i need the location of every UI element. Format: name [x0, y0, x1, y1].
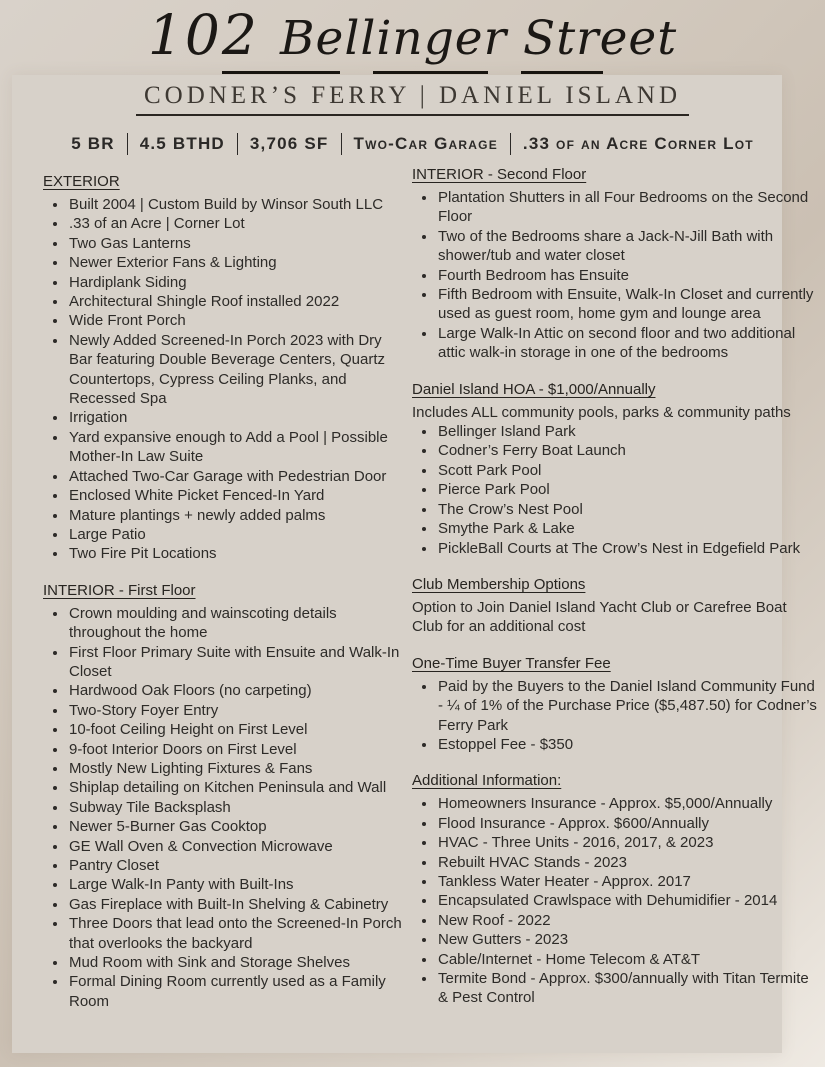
section-intro: Option to Join Daniel Island Yacht Club or Carefree Boat Club for an additional cost	[412, 598, 787, 636]
feature-item: • Architectural Shingle Roof installed 2022	[68, 292, 407, 311]
stat-item: 5 BR	[71, 134, 115, 153]
section-heading: EXTERIOR	[43, 173, 120, 190]
feature-item: • Newer Exterior Fans & Lighting	[68, 253, 407, 272]
feature-item: • Irrigation	[68, 408, 407, 427]
feature-item: • Shiplap detailing on Kitchen Peninsula and Wall	[68, 778, 407, 797]
feature-list	[412, 422, 820, 558]
feature-item: • Paid by the Buyers to the Daniel Island Community Fund - ¼ of 1% of the Purchase Price ($5,487.50) for Codner’s Ferry Park	[437, 677, 820, 735]
feature-list	[412, 677, 820, 755]
section	[412, 575, 820, 637]
feature-item: • Large Walk-In Attic on second floor and two additional attic walk-in storage in one of the bedrooms	[437, 324, 820, 363]
address-street: Bellinger Street	[279, 11, 678, 66]
feature-item: • GE Wall Oven & Convection Microwave	[68, 837, 407, 856]
address-title	[0, 2, 825, 82]
feature-item: • Hardwood Oak Floors (no carpeting)	[68, 681, 407, 700]
feature-item: • Two-Story Foyer Entry	[68, 701, 407, 720]
feature-item: • Estoppel Fee - $350	[437, 735, 820, 754]
feature-item: • Mature plantings + newly added palms	[68, 506, 407, 525]
section	[412, 380, 820, 558]
section-heading: INTERIOR - Second Floor	[412, 166, 587, 183]
feature-item: • New Gutters - 2023	[437, 930, 820, 949]
feature-item: • Rebuilt HVAC Stands - 2023	[437, 853, 820, 872]
feature-item: • Two of the Bedrooms share a Jack-N-Jill Bath with shower/tub and water closet	[437, 227, 820, 266]
flyer-header	[0, 2, 825, 82]
section	[43, 172, 407, 564]
feature-item: • Encapsulated Crawlspace with Dehumidifier - 2014	[437, 891, 820, 910]
property-stats-bar	[0, 133, 825, 155]
feature-item: • Newer 5-Burner Gas Cooktop	[68, 817, 407, 836]
feature-item: • Yard expansive enough to Add a Pool | Possible Mother-In Law Suite	[68, 428, 407, 467]
section	[43, 581, 407, 1012]
address-number: 102	[147, 3, 259, 67]
feature-item: • Flood Insurance - Approx. $600/Annually	[437, 814, 820, 833]
neighborhood-subtitle: CODNER’S FERRY | DANIEL ISLAND	[136, 82, 689, 116]
section-heading: One-Time Buyer Transfer Fee	[412, 654, 611, 672]
feature-item: • The Crow’s Nest Pool	[437, 500, 820, 519]
stat-item: 4.5 BTHD	[139, 134, 225, 153]
stats-separator	[127, 133, 128, 155]
right-column	[412, 165, 820, 1025]
stats-separator	[510, 133, 511, 155]
feature-item: • 10-foot Ceiling Height on First Level	[68, 720, 407, 739]
stat-item: Two-Car Garage	[353, 134, 498, 153]
feature-item: • Subway Tile Backsplash	[68, 798, 407, 817]
feature-item: • Scott Park Pool	[437, 461, 820, 480]
section	[412, 654, 820, 755]
feature-item: • Two Gas Lanterns	[68, 234, 407, 253]
feature-item: • First Floor Primary Suite with Ensuite and Walk-In Closet	[68, 643, 407, 682]
feature-list	[412, 794, 820, 1007]
feature-item: • Bellinger Island Park	[437, 422, 820, 441]
feature-item: • 9-foot Interior Doors on First Level	[68, 740, 407, 759]
feature-item: • PickleBall Courts at The Crow’s Nest in Edgefield Park	[437, 539, 820, 558]
stats-separator	[341, 133, 342, 155]
section-heading: INTERIOR - First Floor	[43, 581, 196, 599]
feature-item: • New Roof - 2022	[437, 911, 820, 930]
feature-item: • Crown moulding and wainscoting details throughout the home	[68, 604, 407, 643]
feature-item: • Tankless Water Heater - Approx. 2017	[437, 872, 820, 891]
feature-item: • Pantry Closet	[68, 856, 407, 875]
subtitle-row	[0, 82, 825, 116]
feature-item: • Termite Bond - Approx. $300/annually with Titan Termite & Pest Control	[437, 969, 820, 1008]
title-underline-decoration	[0, 71, 825, 74]
feature-item: • Pierce Park Pool	[437, 480, 820, 499]
feature-item: • Fifth Bedroom with Ensuite, Walk-In Closet and currently used as guest room, home gym and lounge area	[437, 285, 820, 324]
feature-item: • Newly Added Screened-In Porch 2023 with Dry Bar featuring Double Beverage Centers, Quartz Countertops, Cypress Ceiling Planks, and Recessed Spa	[68, 331, 407, 409]
feature-item: • Attached Two-Car Garage with Pedestrian Door	[68, 467, 407, 486]
stat-item: .33 of an Acre Corner Lot	[522, 134, 754, 153]
feature-item: • Gas Fireplace with Built-In Shelving & Cabinetry	[68, 895, 407, 914]
feature-item: • Mud Room with Sink and Storage Shelves	[68, 953, 407, 972]
feature-list	[43, 195, 407, 564]
section-heading: Additional Information:	[412, 772, 562, 790]
section-intro: Includes ALL community pools, parks & community paths	[412, 403, 791, 421]
feature-item: • Mostly New Lighting Fixtures & Fans	[68, 759, 407, 778]
stats-separator	[237, 133, 238, 155]
left-column	[43, 172, 407, 1028]
section	[412, 771, 820, 1007]
section	[412, 165, 820, 363]
feature-item: • Smythe Park & Lake	[437, 519, 820, 538]
feature-item: • Three Doors that lead onto the Screened-In Porch that overlooks the backyard	[68, 914, 407, 953]
feature-item: • Plantation Shutters in all Four Bedrooms on the Second Floor	[437, 188, 820, 227]
feature-item: • Homeowners Insurance - Approx. $5,000/Annually	[437, 794, 820, 813]
feature-item: • Fourth Bedroom has Ensuite	[437, 266, 820, 285]
stat-item: 3,706 SF	[249, 134, 329, 153]
feature-list	[43, 604, 407, 1012]
feature-item: • HVAC - Three Units - 2016, 2017, & 2023	[437, 833, 820, 852]
feature-item: • Wide Front Porch	[68, 311, 407, 330]
section-heading: Daniel Island HOA - $1,000/Annually	[412, 380, 656, 398]
feature-item: • Enclosed White Picket Fenced-In Yard	[68, 486, 407, 505]
feature-item: • Codner’s Ferry Boat Launch	[437, 441, 820, 460]
section-heading: Club Membership Options	[412, 575, 586, 593]
feature-item: • Built 2004 | Custom Build by Winsor South LLC	[68, 195, 407, 214]
feature-item: • Large Walk-In Panty with Built-Ins	[68, 875, 407, 894]
feature-item: • Cable/Internet - Home Telecom & AT&T	[437, 950, 820, 969]
feature-item: • Formal Dining Room currently used as a Family Room	[68, 972, 407, 1011]
feature-item: • Two Fire Pit Locations	[68, 544, 407, 563]
feature-item: • Hardiplank Siding	[68, 273, 407, 292]
feature-item: • Large Patio	[68, 525, 407, 544]
feature-list	[412, 188, 820, 363]
feature-item: • .33 of an Acre | Corner Lot	[68, 214, 407, 233]
